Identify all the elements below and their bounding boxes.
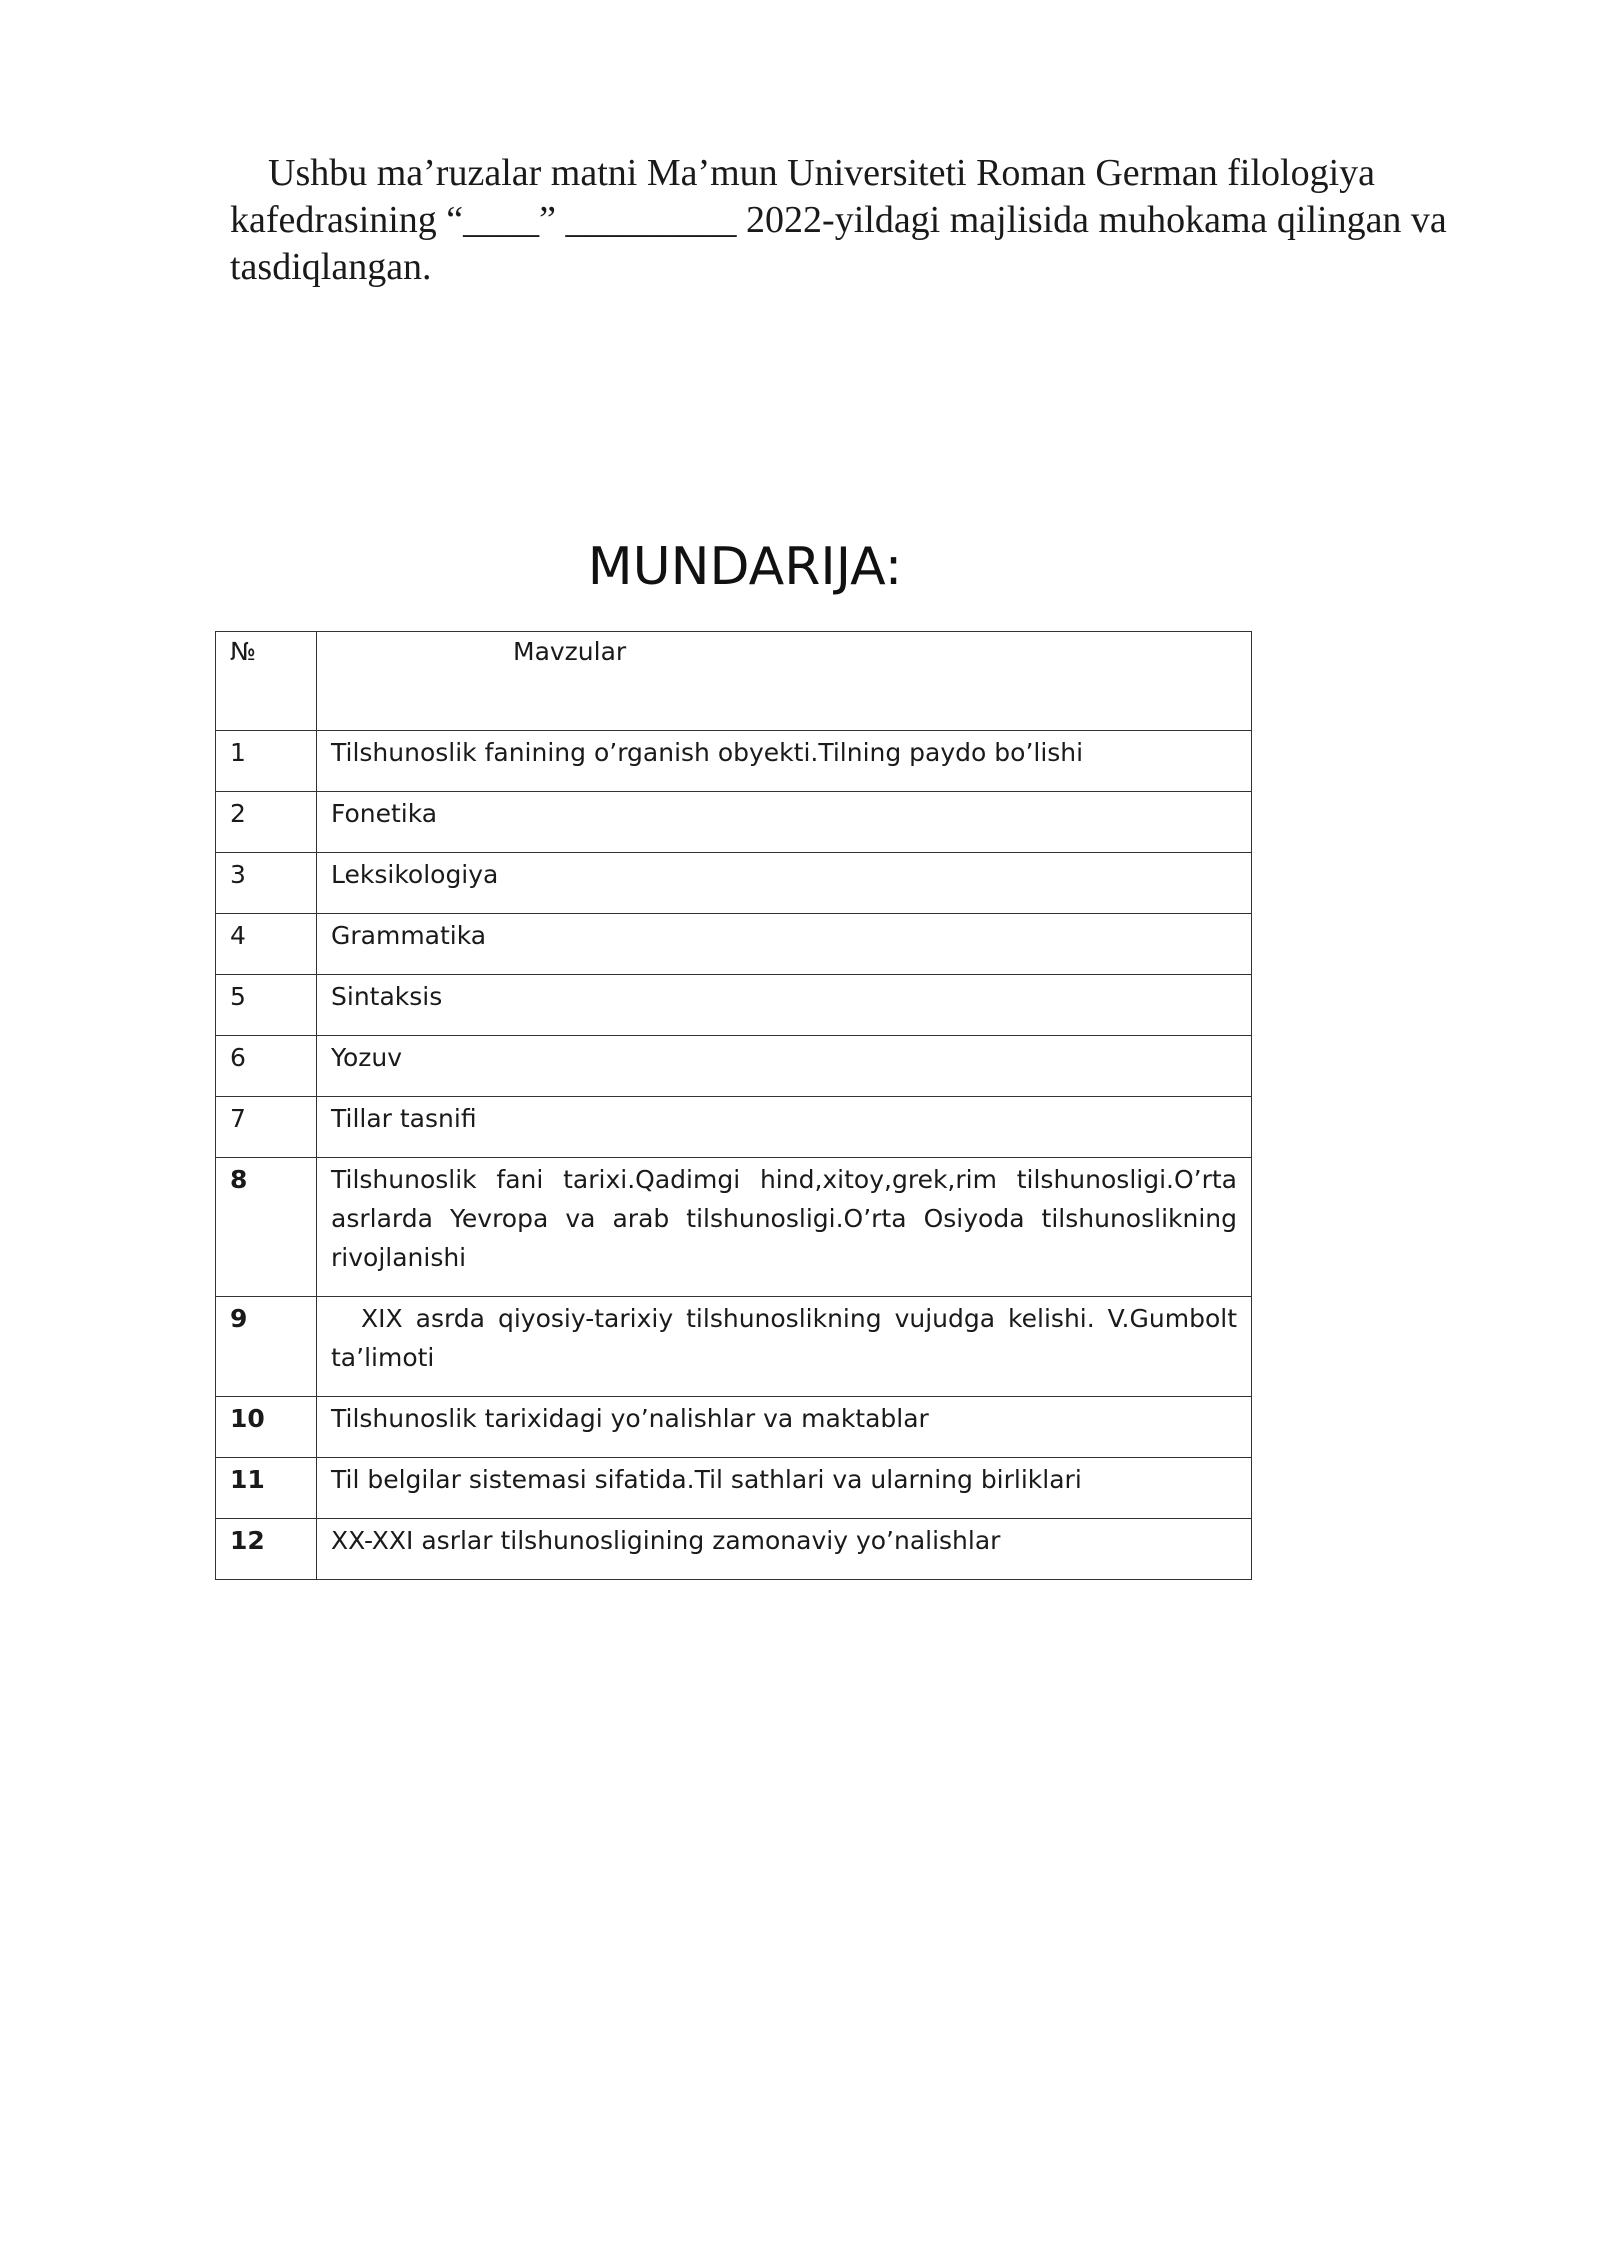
toc-row-topic: XX-XXI asrlar tilshunosligining zamonaviy yo’nalishlar (317, 1519, 1252, 1580)
toc-row (216, 1036, 1252, 1097)
toc-row-number: 12 (216, 1519, 317, 1580)
toc-row-number: 9 (216, 1297, 317, 1397)
toc-row (216, 914, 1252, 975)
toc-row-number: 10 (216, 1397, 317, 1458)
toc-row-number: 11 (216, 1458, 317, 1519)
number-column-header: № (216, 632, 317, 731)
toc-row-number: 5 (216, 975, 317, 1036)
toc-row-topic: Grammatika (317, 914, 1252, 975)
toc-header-row (216, 632, 1252, 731)
toc-row-topic: Yozuv (317, 1036, 1252, 1097)
toc-row-number: 1 (216, 731, 317, 792)
toc-row-topic: Tillar tasnifi (317, 1097, 1252, 1158)
toc-row-number: 2 (216, 792, 317, 853)
toc-row (216, 1158, 1252, 1297)
topics-column-header: Mavzular (317, 632, 1252, 731)
toc-row-number: 4 (216, 914, 317, 975)
toc-row-topic: Sintaksis (317, 975, 1252, 1036)
toc-row (216, 1397, 1252, 1458)
toc-row (216, 853, 1252, 914)
toc-row-topic: Tilshunoslik tarixidagi yo’nalishlar va maktablar (317, 1397, 1252, 1458)
approval-paragraph (230, 150, 1480, 291)
toc-row-topic: Fonetika (317, 792, 1252, 853)
toc-row (216, 1097, 1252, 1158)
table-of-contents (215, 631, 1252, 1580)
toc-row-topic: Leksikologiya (317, 853, 1252, 914)
toc-row-number: 3 (216, 853, 317, 914)
toc-row-number: 8 (216, 1158, 317, 1297)
toc-row-topic: Tilshunoslik fani tarixi.Qadimgi hind,xitoy,grek,rim tilshunosligi.O’rta asrlarda Yevropa va arab tilshunosligi.O’rta Osiyoda tilshunoslikning rivojlanishi (317, 1158, 1252, 1297)
toc-row (216, 731, 1252, 792)
toc-row-topic: XIX asrda qiyosiy-tarixiy tilshunoslikning vujudga kelishi. V.Gumbolt ta’limoti (317, 1297, 1252, 1397)
toc-row (216, 1458, 1252, 1519)
toc-row (216, 975, 1252, 1036)
toc-row (216, 792, 1252, 853)
toc-row-number: 6 (216, 1036, 317, 1097)
toc-row-number: 7 (216, 1097, 317, 1158)
toc-row-topic: Tilshunoslik fanining o’rganish obyekti.Tilning paydo bo’lishi (317, 731, 1252, 792)
toc-row-topic: Til belgilar sistemasi sifatida.Til sathlari va ularning birliklari (317, 1458, 1252, 1519)
approval-text: Ushbu ma’ruzalar matni Ma’mun Universiteti Roman German filologiya kafedrasining “____” _________ 2022-yildagi majlisida muhokama qilingan va tasdiqlangan. (230, 152, 1447, 288)
toc-row (216, 1519, 1252, 1580)
toc-row (216, 1297, 1252, 1397)
table-of-contents-title: MUNDARIJA: (587, 537, 903, 597)
